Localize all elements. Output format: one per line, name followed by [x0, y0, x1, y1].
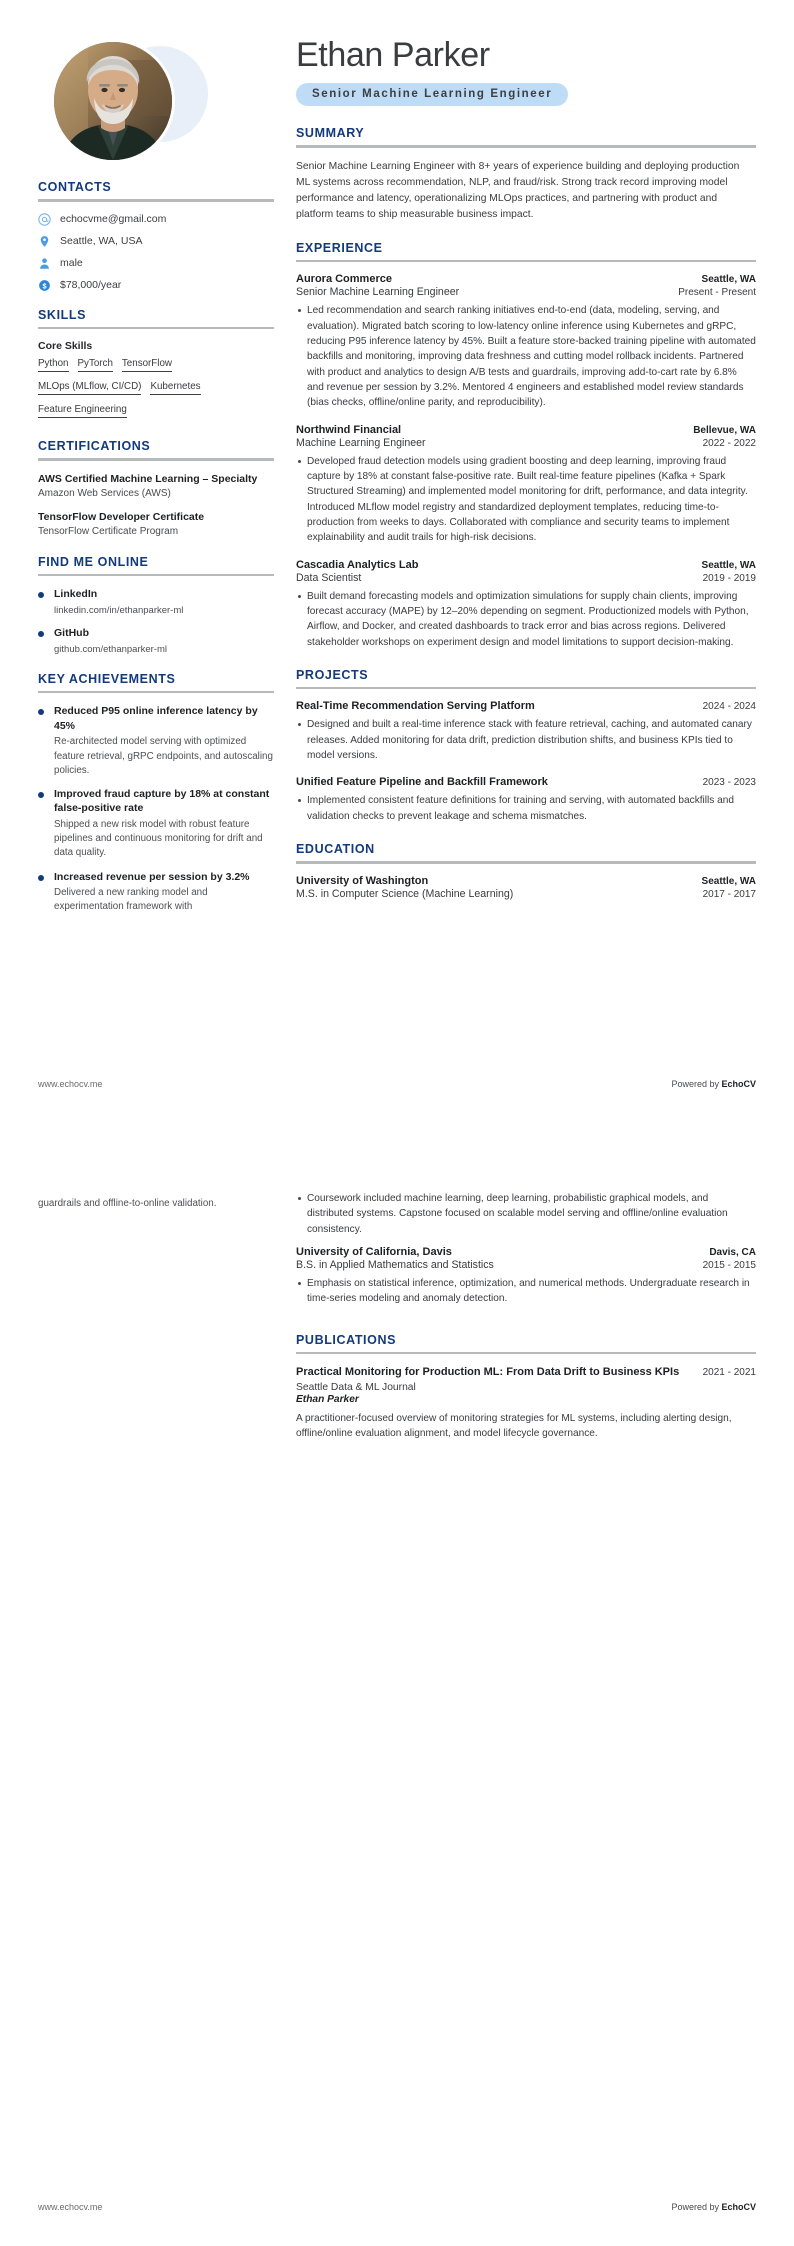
certification-item — [38, 510, 274, 539]
certification-name: AWS Certified Machine Learning – Specialty — [38, 472, 258, 485]
social-link-url: linkedin.com/in/ethanparker-ml — [54, 604, 184, 616]
section-divider — [38, 574, 274, 577]
contacts-heading: CONTACTS — [38, 180, 112, 194]
social-link-item[interactable] — [38, 626, 274, 656]
footer-branding — [671, 2202, 756, 2212]
contact-salary — [38, 279, 274, 292]
education-degree: B.S. in Applied Mathematics and Statistics — [296, 1258, 494, 1271]
contact-gender — [38, 257, 274, 270]
main-column — [296, 36, 756, 918]
page-title: Ethan Parker — [296, 36, 490, 74]
skills-group-label: Core Skills — [38, 340, 93, 352]
footer-brand-name: EchoCV — [721, 2202, 756, 2212]
experience-dates: 2022 - 2022 — [702, 437, 756, 449]
dollar-icon — [38, 279, 51, 292]
page-footer — [38, 2202, 756, 2212]
achievement-continuation-text: guardrails and offline-to-online validation. — [38, 1198, 217, 1209]
experience-company: Aurora Commerce — [296, 273, 392, 286]
education-heading: EDUCATION — [296, 842, 375, 857]
contact-email-value: echocvme@gmail.com — [60, 213, 167, 225]
footer-site-url[interactable]: www.echocv.me — [38, 2202, 103, 2212]
project-dates: 2023 - 2023 — [702, 777, 756, 789]
footer-powered-by-label: Powered by — [671, 1079, 722, 1089]
projects-heading: PROJECTS — [296, 667, 369, 682]
experience-dates: Present - Present — [678, 287, 756, 299]
key-achievements-section — [38, 672, 274, 915]
experience-bullet-list — [296, 454, 756, 546]
education-entry — [296, 1246, 756, 1307]
summary-section — [296, 126, 756, 223]
education-bullet: Coursework included machine learning, deep learning, probabilistic graphical models, and distributed systems. Capstone focused on scalable model serving and offline/online evaluation consistency. — [296, 1191, 756, 1237]
achievement-title: Improved fraud capture by 18% at constant false-positive rate — [54, 787, 270, 815]
social-link-label: GitHub — [54, 627, 89, 640]
education-school: University of California, Davis — [296, 1245, 452, 1258]
skill-tag: Python — [38, 358, 69, 372]
experience-bullet: Developed fraud detection models using gradient boosting and deep learning, improving fraud capture by 18% at constant false-positive rate. Built real-time feature pipelines (Kafka + Spark Structured Streaming) and implemented model monitoring for drift, performance, and data integrity. Introduced MLflow model registry and standardized deployment templates, reducing time-to-production from weeks to days. Collaborated with compliance and security teams to implement explainability and audit trails for high-risk decisions. — [296, 454, 756, 546]
experience-entry — [296, 273, 756, 410]
page-footer — [38, 1079, 756, 1089]
achievement-item — [38, 870, 274, 915]
experience-company: Cascadia Analytics Lab — [296, 558, 419, 571]
achievement-title: Reduced P95 online inference latency by 45% — [54, 705, 258, 732]
education-section-continued — [296, 1191, 756, 1307]
project-entry — [296, 700, 756, 763]
bullet-dot-icon — [38, 875, 44, 881]
bullet-dot-icon — [38, 709, 44, 715]
key-achievements-heading: KEY ACHIEVEMENTS — [38, 671, 176, 686]
education-location: Davis, CA — [709, 1246, 756, 1258]
publication-dates: 2021 - 2021 — [702, 1367, 756, 1379]
achievement-description: Re-architected model serving with optimized feature retrieval, gRPC endpoints, and autoscaling policies. — [54, 736, 273, 776]
bullet-dot-icon — [38, 792, 44, 798]
footer-site-url[interactable]: www.echocv.me — [38, 1079, 103, 1089]
project-bullet: Designed and built a real-time inference stack with feature retrieval, caching, and automated canary releases. Added monitoring for data drift, prediction distribution shifts, and business KPIs tied to model versions. — [296, 717, 756, 763]
publication-entry — [296, 1365, 756, 1442]
email-icon — [38, 213, 51, 226]
footer-brand-name: EchoCV — [721, 1079, 756, 1089]
sidebar-continuation — [38, 1159, 274, 1220]
location-pin-icon — [38, 235, 51, 248]
achievement-title: Increased revenue per session by 3.2% — [54, 870, 250, 883]
certification-name: TensorFlow Developer Certificate — [38, 510, 205, 523]
experience-role: Data Scientist — [296, 571, 362, 584]
bullet-dot-icon — [38, 631, 44, 637]
summary-heading: SUMMARY — [296, 126, 365, 141]
job-title-badge: Senior Machine Learning Engineer — [296, 83, 568, 106]
education-degree: M.S. in Computer Science (Machine Learning) — [296, 887, 514, 900]
skill-tag: MLOps (MLflow, CI/CD) — [38, 381, 141, 395]
publication-title: Practical Monitoring for Production ML: From Data Drift to Business KPIs — [296, 1366, 680, 1379]
social-link-item[interactable] — [38, 587, 274, 617]
contact-location-value: Seattle, WA, USA — [60, 235, 143, 247]
experience-company: Northwind Financial — [296, 423, 402, 436]
avatar — [54, 42, 172, 160]
section-divider — [296, 861, 756, 864]
achievement-item — [38, 704, 274, 778]
contact-location — [38, 235, 274, 248]
skills-section — [38, 308, 274, 424]
skills-heading: SKILLS — [38, 307, 87, 322]
resume-page-2 — [0, 1123, 794, 2246]
achievement-description: Shipped a new risk model with robust feature pipelines and continuous monitoring for drift and data quality. — [54, 818, 263, 859]
skill-tag: TensorFlow — [122, 358, 172, 372]
experience-entry — [296, 559, 756, 650]
experience-bullet: Built demand forecasting models and optimization simulations for supply chain clients, improving forecast accuracy (MAPE) by 12–20% depending on segment. Productionized models with Python, Airflow, and Docker, and created dashboards to track error and bias across regions. Delivered stakeholder workshops on experiment design and model limitations to support decision-making. — [296, 589, 756, 650]
education-dates: 2015 - 2015 — [702, 1259, 756, 1271]
education-entry — [296, 875, 756, 900]
section-divider — [38, 199, 274, 202]
contact-email[interactable] — [38, 213, 274, 226]
person-icon — [38, 257, 51, 270]
certification-issuer: Amazon Web Services (AWS) — [38, 487, 171, 499]
sidebar — [38, 36, 274, 930]
experience-location: Seattle, WA — [701, 559, 756, 571]
experience-section — [296, 241, 756, 650]
publication-description: A practitioner-focused overview of monitoring strategies for ML systems, including alerting design, offline/online evaluation alignment, and model lifecycle governance. — [296, 1412, 732, 1440]
certifications-heading: CERTIFICATIONS — [38, 439, 151, 453]
experience-role: Machine Learning Engineer — [296, 436, 426, 449]
publication-journal: Seattle Data & ML Journal — [296, 1381, 416, 1393]
bullet-dot-icon — [38, 592, 44, 598]
project-bullet-list — [296, 793, 756, 824]
project-bullet-list — [296, 717, 756, 763]
footer-powered-by-label: Powered by — [671, 2202, 722, 2212]
contacts-section — [38, 180, 274, 292]
section-divider — [296, 687, 756, 690]
publication-author: Ethan Parker — [296, 1393, 359, 1405]
achievement-item — [38, 787, 274, 861]
education-section — [296, 842, 756, 900]
education-bullet: Emphasis on statistical inference, optimization, and numerical methods. Undergraduate research in time-series modeling and anomaly detection. — [296, 1276, 756, 1307]
footer-branding — [671, 1079, 756, 1089]
education-bullet-list — [296, 1276, 756, 1307]
section-divider — [296, 145, 756, 148]
project-bullet: Implemented consistent feature definitions for training and serving, with automated backfills and validation checks to prevent leakage and schema mismatches. — [296, 793, 756, 824]
find-me-online-heading: FIND ME ONLINE — [38, 554, 149, 569]
certification-item — [38, 472, 274, 501]
skill-tag: Kubernetes — [150, 381, 200, 395]
section-divider — [296, 260, 756, 263]
project-name: Real-Time Recommendation Serving Platform — [296, 700, 535, 713]
experience-location: Seattle, WA — [701, 274, 756, 286]
main-column-continuation — [296, 1159, 756, 1460]
skill-tag: PyTorch — [78, 358, 113, 372]
avatar-container — [38, 36, 274, 172]
section-divider — [38, 691, 274, 694]
project-dates: 2024 - 2024 — [702, 701, 756, 713]
certifications-section — [38, 439, 274, 539]
achievement-description: Delivered a new ranking model and experimentation framework with — [54, 887, 208, 913]
project-entry — [296, 776, 756, 824]
svg-text:$: $ — [42, 280, 47, 290]
experience-bullet: Led recommendation and search ranking initiatives end-to-end (data, modeling, serving, and evaluation). Migrated batch scoring to low-latency online inference using Kubernetes and gRPC, reducing P95 inference latency by 45%. Built a feature store-backed training pipeline with automated backfills and monitoring, improving data freshness and cutting model rollback incidents. Partnered with product and analytics to design A/B tests and guardrails, improving add-to-cart rate by 6.8% and revenue per session by 3.2%. Mentored 4 engineers and established model review standards (bias checks, offline/online parity, and reproducibility). — [296, 303, 756, 410]
experience-dates: 2019 - 2019 — [702, 572, 756, 584]
publications-section — [296, 1333, 756, 1442]
section-divider — [38, 458, 274, 461]
experience-role: Senior Machine Learning Engineer — [296, 286, 460, 299]
contact-salary-value: $78,000/year — [60, 279, 122, 291]
experience-bullet-list — [296, 303, 756, 410]
contact-gender-value: male — [60, 257, 83, 269]
education-location: Seattle, WA — [701, 875, 756, 887]
experience-entry — [296, 424, 756, 546]
skill-tag: Feature Engineering — [38, 404, 127, 418]
experience-bullet-list — [296, 589, 756, 650]
section-divider — [38, 327, 274, 330]
education-bullet-list — [296, 1191, 756, 1237]
projects-section — [296, 668, 756, 824]
section-divider — [296, 1352, 756, 1355]
education-dates: 2017 - 2017 — [702, 888, 756, 900]
social-link-url: github.com/ethanparker-ml — [54, 643, 167, 655]
education-school: University of Washington — [296, 874, 429, 887]
publications-heading: PUBLICATIONS — [296, 1332, 397, 1347]
certification-issuer: TensorFlow Certificate Program — [38, 525, 179, 537]
skill-tag-list — [38, 358, 274, 423]
summary-text: Senior Machine Learning Engineer with 8+ years of experience building and deploying production ML systems across recommendation, NLP, and fraud/risk. Strong track record improving model performance and latency, operationalizing MLOps practices, and partnering with product and platform teams to ship measurable business impact. — [296, 160, 740, 220]
achievement-continuation — [38, 1195, 274, 1211]
social-link-label: LinkedIn — [54, 588, 98, 601]
experience-location: Bellevue, WA — [693, 424, 756, 436]
find-me-online-section — [38, 555, 274, 656]
experience-heading: EXPERIENCE — [296, 240, 383, 255]
project-name: Unified Feature Pipeline and Backfill Framework — [296, 776, 548, 789]
